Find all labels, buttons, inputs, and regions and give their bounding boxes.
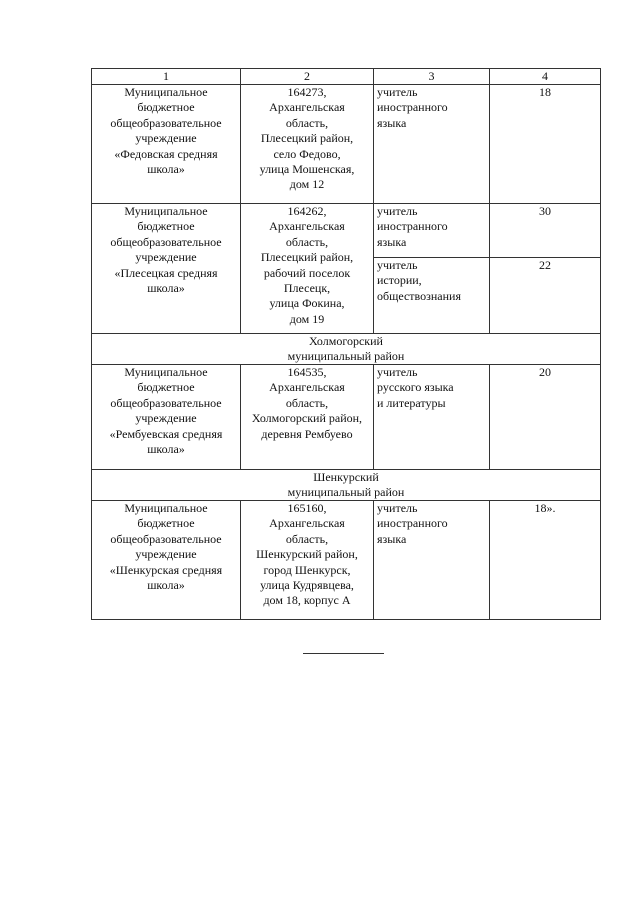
column-header-1: 1: [92, 69, 241, 85]
count-cell: 20: [490, 365, 601, 470]
address-cell: 164262, Архангельская область, Плесецкий район, рабочий поселок Плесецк, улица Фокина, дом 19: [241, 204, 374, 334]
address-cell: 165160, Архангельская область, Шенкурский район, город Шенкурск, улица Кудрявцева, дом 18, корпус А: [241, 501, 374, 620]
column-header-3: 3: [374, 69, 490, 85]
position-cell: учитель истории, обществознания: [374, 258, 490, 334]
institution-cell: Муниципальное бюджетное общеобразовательное учреждение «Федовская средняя школа»: [92, 85, 241, 204]
institution-cell: Муниципальное бюджетное общеобразовательное учреждение «Рембуевская средняя школа»: [92, 365, 241, 470]
position-cell: учитель русского языка и литературы: [374, 365, 490, 470]
count-cell: 18».: [490, 501, 601, 620]
table-row-plesetsk: [92, 204, 601, 258]
table-header-row: [92, 69, 601, 85]
table-row-rembuevo: [92, 365, 601, 470]
address-cell: 164535, Архангельская область, Холмогорский район, деревня Рембуево: [241, 365, 374, 470]
column-header-4: 4: [490, 69, 601, 85]
schools-table: [91, 68, 601, 620]
column-header-2: 2: [241, 69, 374, 85]
institution-cell: Муниципальное бюджетное общеобразовательное учреждение «Шенкурская средняя школа»: [92, 501, 241, 620]
table-row-fedovo: [92, 85, 601, 204]
address-cell: 164273, Архангельская область, Плесецкий район, село Федово, улица Мошенская, дом 12: [241, 85, 374, 204]
table-row-shenkursk: [92, 501, 601, 620]
count-cell: 30: [490, 204, 601, 258]
count-cell: 22: [490, 258, 601, 334]
position-cell: учитель иностранного языка: [374, 85, 490, 204]
position-cell: учитель иностранного языка: [374, 204, 490, 258]
section-row-shenkursk: [92, 470, 601, 501]
section-heading: Холмогорский муниципальный район: [92, 334, 601, 365]
position-cell: учитель иностранного языка: [374, 501, 490, 620]
section-row-kholmogory: [92, 334, 601, 365]
count-cell: 18: [490, 85, 601, 204]
footnote-separator: [303, 653, 384, 654]
section-heading: Шенкурский муниципальный район: [92, 470, 601, 501]
institution-cell: Муниципальное бюджетное общеобразовательное учреждение «Плесецкая средняя школа»: [92, 204, 241, 334]
